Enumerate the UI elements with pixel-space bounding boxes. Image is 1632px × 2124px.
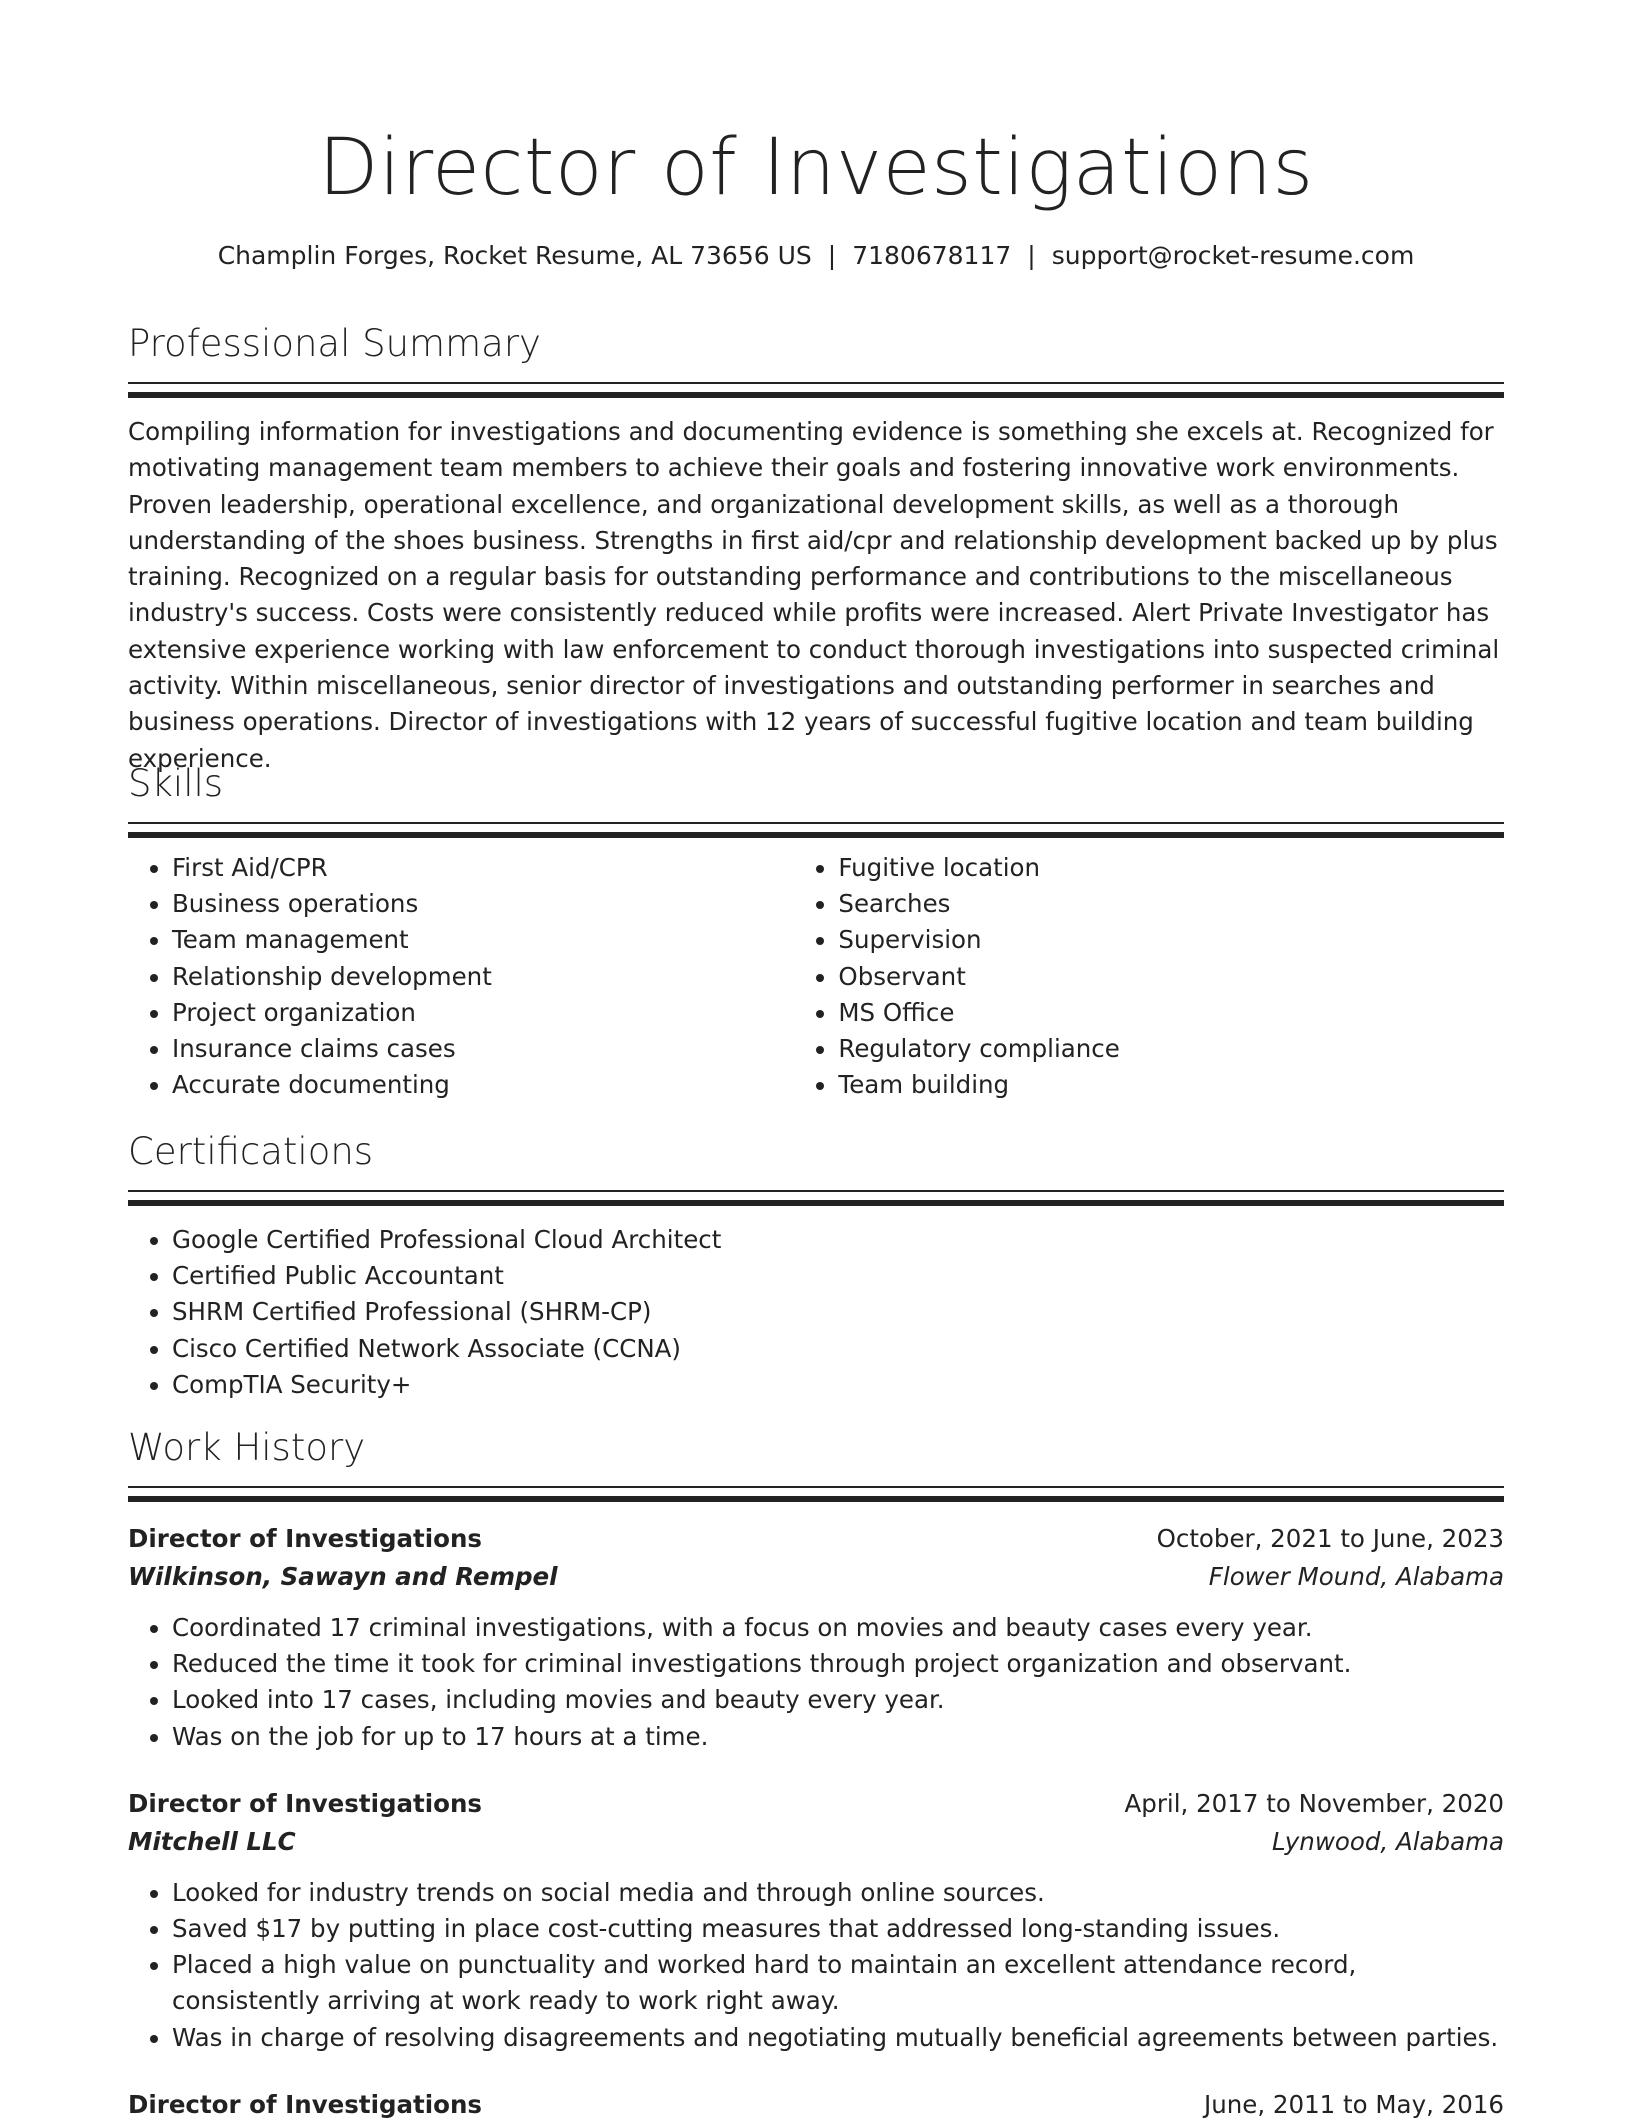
job-location: Lynwood, Alabama bbox=[1272, 1826, 1504, 1856]
summary-heading: Professional Summary bbox=[128, 322, 541, 365]
skill-item: • Observant bbox=[838, 959, 1504, 995]
skill-item: • First Aid/CPR bbox=[172, 850, 794, 886]
certification-item: • Certified Public Accountant bbox=[172, 1258, 1504, 1294]
job-company: Mitchell LLC bbox=[128, 1826, 296, 1856]
summary-text: Compiling information for investigations and documenting evidence is something she excels at. Recognized for motivating management team members to achieve their goals and fostering innovative work environments. Proven leadership, operational excellence, and organizational development skills, as well as a thorough understanding of the shoes business. Strengths in first aid/cpr and relationship development backed up by plus training. Recognized on a regular basis for outstanding performance and contributions to the miscellaneous industry's success. Costs were consistently reduced while profits were increased. Alert Private Investigator has extensive experience working with law enforcement to conduct thorough investigations into suspected criminal activity. Within miscellaneous, senior director of investigations and outstanding performer in searches and business operations. Director of investigations with 12 years of successful fugitive location and team building experience. bbox=[128, 417, 1500, 773]
job-title: Director of Investigations bbox=[128, 1524, 483, 1553]
contact-separator: | bbox=[827, 241, 837, 270]
certification-item: • SHRM Certified Professional (SHRM-CP) bbox=[172, 1294, 1504, 1330]
certification-item: • Cisco Certified Network Associate (CCNA) bbox=[172, 1331, 1504, 1367]
job-bullets bbox=[128, 1875, 1504, 2056]
job-bullet: • Coordinated 17 criminal investigations, with a focus on movies and beauty cases every year. bbox=[172, 1610, 1504, 1646]
contact-separator: | bbox=[1027, 241, 1036, 270]
section-divider bbox=[128, 1190, 1504, 1206]
job-bullet: • Reduced the time it took for criminal investigations through project organization and observant. bbox=[172, 1646, 1504, 1682]
job-title: Director of Investigations bbox=[128, 2089, 483, 2119]
job-dates: June, 2011 to May, 2016 bbox=[1203, 2089, 1504, 2119]
work-history-section bbox=[128, 1424, 1504, 2124]
job-bullets bbox=[128, 1610, 1504, 1755]
skill-item: • Searches bbox=[838, 886, 1504, 922]
job-entry bbox=[128, 1785, 1504, 2056]
job-header bbox=[128, 1520, 1504, 1558]
section-divider bbox=[128, 1486, 1504, 1502]
job-dates: October, 2021 to June, 2023 bbox=[1156, 1524, 1504, 1553]
skill-item: • Business operations bbox=[172, 886, 794, 922]
skills-list-right bbox=[794, 850, 1504, 1103]
job-entry bbox=[128, 1520, 1504, 1755]
skill-item: • Insurance claims cases bbox=[172, 1031, 794, 1067]
skills-heading: Skills bbox=[128, 762, 224, 805]
skill-item: • Supervision bbox=[838, 922, 1504, 958]
skill-item: • Project organization bbox=[172, 995, 794, 1031]
skill-item: • Relationship development bbox=[172, 959, 794, 995]
section-divider bbox=[128, 382, 1504, 398]
job-bullet: • Saved $17 by putting in place cost-cutting measures that addressed long-standing issues. bbox=[172, 1911, 1504, 1947]
skill-item: • MS Office bbox=[838, 995, 1504, 1031]
resume-name: Director of Investigations bbox=[318, 123, 1314, 213]
contact-email: support@rocket-resume.com bbox=[1051, 241, 1415, 270]
job-title: Director of Investigations bbox=[128, 1788, 483, 1818]
work-history-heading: Work History bbox=[128, 1426, 366, 1469]
skill-item: • Fugitive location bbox=[838, 850, 1504, 886]
certification-item: • CompTIA Security+ bbox=[172, 1367, 1504, 1403]
certifications-section bbox=[128, 1128, 1504, 1403]
skill-item: • Team management bbox=[172, 922, 794, 958]
job-subheader bbox=[128, 1558, 1504, 1596]
skills-section bbox=[128, 760, 1504, 1103]
contact-line bbox=[128, 238, 1504, 274]
job-header bbox=[128, 1785, 1504, 1823]
certifications-heading: Certifications bbox=[128, 1130, 374, 1173]
section-divider bbox=[128, 822, 1504, 838]
skill-item: • Accurate documenting bbox=[172, 1067, 794, 1103]
job-dates: April, 2017 to November, 2020 bbox=[1124, 1788, 1504, 1818]
skills-list-left bbox=[128, 850, 794, 1103]
job-header bbox=[128, 2086, 1504, 2124]
skill-item: • Regulatory compliance bbox=[838, 1031, 1504, 1067]
job-subheader bbox=[128, 1823, 1504, 1861]
job-location: Flower Mound, Alabama bbox=[1208, 1562, 1504, 1591]
certification-item: • Google Certified Professional Cloud Architect bbox=[172, 1222, 1504, 1258]
certifications-list bbox=[128, 1222, 1504, 1403]
skill-item: • Team building bbox=[838, 1067, 1504, 1103]
job-company: Wilkinson, Sawayn and Rempel bbox=[128, 1562, 558, 1591]
contact-phone: 7180678117 bbox=[852, 241, 1012, 270]
contact-address: Champlin Forges, Rocket Resume, AL 73656 US bbox=[217, 241, 812, 270]
job-bullet: • Was in charge of resolving disagreements and negotiating mutually beneficial agreements between parties. bbox=[172, 2020, 1504, 2056]
skills-grid bbox=[128, 850, 1504, 1103]
job-bullet: • Looked for industry trends on social media and through online sources. bbox=[172, 1875, 1504, 1911]
job-bullet: • Placed a high value on punctuality and worked hard to maintain an excellent attendance record, consistently arriving at work ready to work right away. bbox=[172, 1947, 1504, 2019]
summary-section bbox=[128, 320, 1504, 777]
job-bullet: • Was on the job for up to 17 hours at a time. bbox=[172, 1719, 1504, 1755]
job-bullet: • Looked into 17 cases, including movies and beauty every year. bbox=[172, 1682, 1504, 1718]
job-entry bbox=[128, 2086, 1504, 2124]
